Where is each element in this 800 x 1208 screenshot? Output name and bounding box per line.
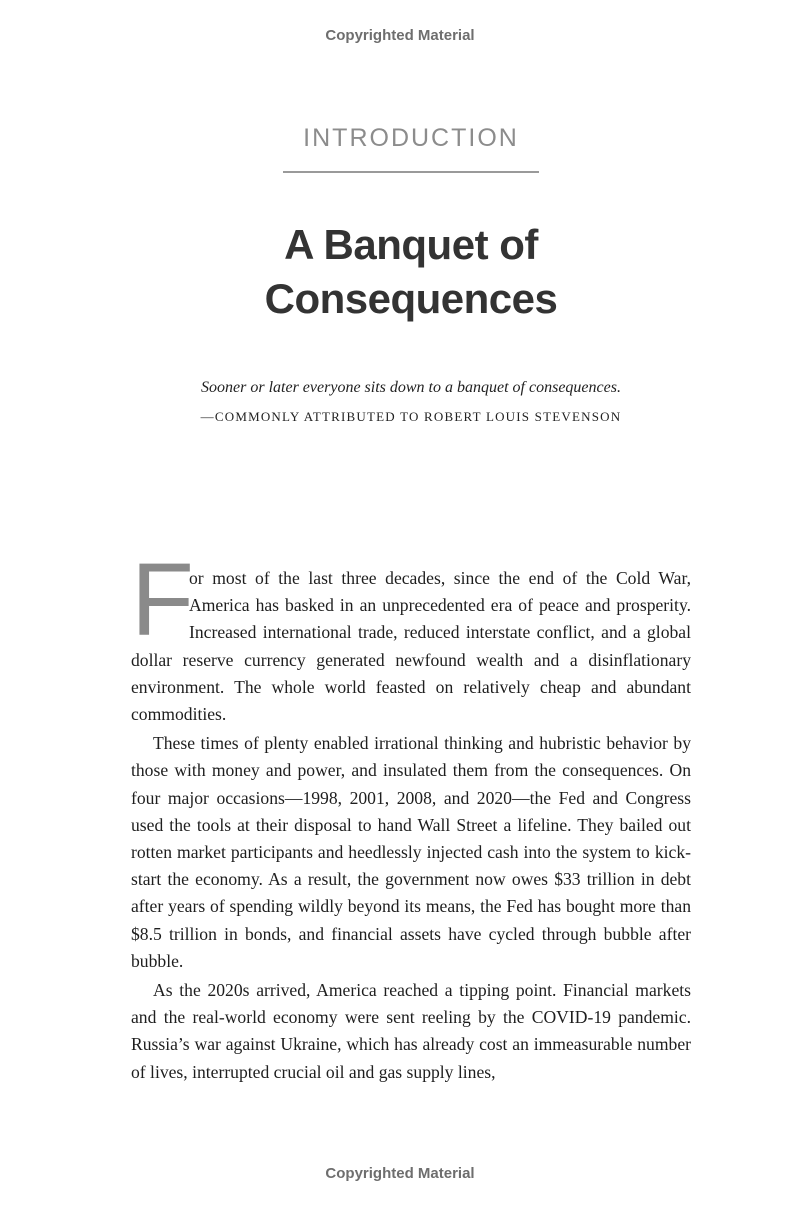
chapter-title-line-2: Consequences bbox=[264, 275, 558, 322]
paragraph-2: These times of plenty enabled irrational thinking and hubristic behavior by those with money and power, and insulated them from the consequences. On four major occasions—1998, 2001, 2008, and 2020—the Fed and Congress used the tools at their disposal to hand Wall Street a lifeline. They bailed out rotten market participants and heedlessly injected cash into the system to kick-start the economy. As a result, the government now owes $33 trillion in debt after years of spending wildly beyond its means, the Fed has bought more than $8.5 trillion in bonds, and financial assets have cycled through bubble after bubble. bbox=[131, 733, 691, 971]
epigraph-quote: Sooner or later everyone sits down to a banquet of consequences. bbox=[201, 379, 621, 396]
chapter-label: INTRODUCTION bbox=[303, 124, 519, 152]
copyright-footer: Copyrighted Material bbox=[325, 1165, 475, 1182]
epigraph-attribution: —COMMONLY ATTRIBUTED TO ROBERT LOUIS STEVENSON bbox=[200, 409, 622, 424]
paragraph-1-text: or most of the last three decades, since the end of the Cold War, America has basked in an unprecedented era of peace and prosperity. Increased international trade, reduced interstate conflict, and a global dollar reserve currency generated newfound wealth and a disinflationary environment. The whole world feasted on relatively cheap and abundant commodities. bbox=[131, 568, 691, 725]
chapter-title-line-1: A Banquet of bbox=[284, 221, 538, 268]
copyright-header: Copyrighted Material bbox=[325, 27, 475, 44]
chapter-divider bbox=[283, 171, 539, 173]
body-text bbox=[131, 542, 691, 1086]
paragraph-3: As the 2020s arrived, America reached a tipping point. Financial markets and the real-world economy were sent reeling by the COVID-19 pandemic. Russia’s war against Ukraine, which has already cost an immeasurable number of lives, interrupted crucial oil and gas supply lines, bbox=[131, 980, 691, 1082]
chapter-title bbox=[150, 218, 672, 326]
drop-cap: F bbox=[131, 542, 194, 657]
paragraph-1 bbox=[131, 542, 691, 728]
